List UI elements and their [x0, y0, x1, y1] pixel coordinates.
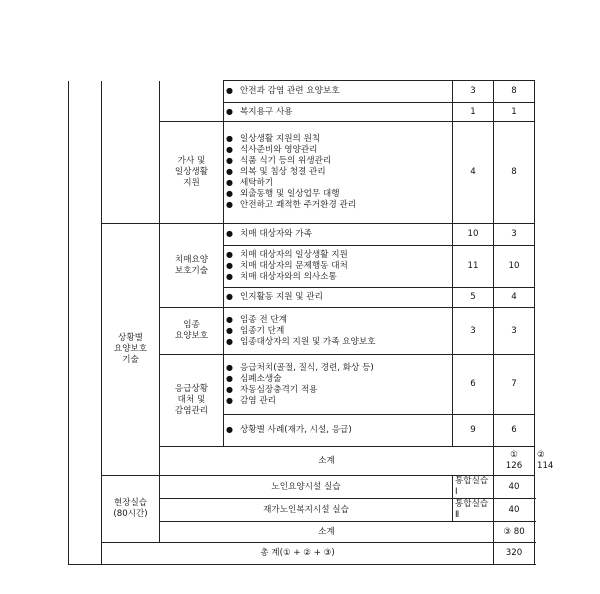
- hours-cell: 10: [494, 246, 535, 288]
- hours-cell: 4: [453, 122, 494, 224]
- list-item: ● 임종 전 단계: [226, 315, 450, 326]
- item-cell: [224, 308, 453, 355]
- item-cell: [224, 246, 453, 288]
- hours-cell: 10: [453, 224, 494, 246]
- list-item: ● 상황별 사례(재가, 시설, 응급): [226, 425, 450, 436]
- list-item: ● 응급처치(골절, 질식, 경련, 화상 등): [226, 363, 450, 374]
- hours-cell: 3: [494, 308, 535, 355]
- grand-total-label: 총 계(① + ② + ③): [102, 543, 494, 565]
- item-cell: [224, 122, 453, 224]
- subcategory-end-of-life-care: 임종 요양보호: [160, 308, 224, 355]
- hours-cell: 11: [453, 246, 494, 288]
- list-item: ● 치매 대상자와 가족: [226, 229, 450, 240]
- field-subtotal-label: 소계: [160, 522, 494, 543]
- item-cell: [224, 288, 453, 308]
- subcategory-emergency-infection: 응급상황 대처 및 감염관리: [160, 355, 224, 447]
- upper-section-cell: [102, 81, 160, 224]
- practice-hours: 40: [494, 499, 535, 522]
- list-item: ● 일상생활 지원의 원칙: [226, 134, 450, 145]
- hours-cell: 3: [453, 308, 494, 355]
- hours-cell: 6: [494, 415, 535, 447]
- item-cell: [224, 415, 453, 447]
- list-item: ● 식사준비와 영양관리: [226, 145, 450, 156]
- item-cell: [224, 81, 453, 103]
- grand-total-value: 320: [494, 543, 535, 565]
- section-situational-care: 상황별 요양보호 기술: [102, 224, 160, 476]
- subtotal-label: 소계: [160, 447, 494, 476]
- practice-name: 통합실습 Ⅱ: [453, 499, 494, 522]
- item-cell: [224, 224, 453, 246]
- list-item: ● 임종대상자의 지원 및 가족 요양보호: [226, 337, 450, 348]
- hours-cell: 5: [453, 288, 494, 308]
- practice-hours: 40: [494, 476, 535, 499]
- hours-cell: 9: [453, 415, 494, 447]
- list-item: ● 자동심장충격기 적용: [226, 385, 450, 396]
- hours-cell: 7: [494, 355, 535, 415]
- subcategory-dementia-care: 치매요양 보호기술: [160, 224, 224, 308]
- hours-cell: 8: [494, 122, 535, 224]
- hours-cell: 1: [453, 103, 494, 122]
- list-item: ● 복지용구 사용: [226, 107, 450, 118]
- list-item: ● 식품 식기 등의 위생관리: [226, 156, 450, 167]
- hours-cell: 6: [453, 355, 494, 415]
- field-subtotal-value: ③ 80: [494, 522, 535, 543]
- curriculum-table: ● 안전과 감염 관련 요양보호 3 8 ● 복지용구 사용 1 1 가사 및 일상생활 지원 ● 일상생활 지원의 원칙 ● 식사준비와 영양관리 ● 식품 식기 등의 위생관리 ● 의복 및 침상 청결 관리 ● 세탁하기 ● 외출동행 및 일상업무 대행 ● 안전하고 쾌적한 주거환경 관리 4 8 상황별 요양보호 기술 치매요양 보호기술 ● 치매 대상자와 가족 10 3 ● 치매 대상자의 일상생활 지원 ● 치매 대상자의 문제행동 대처 ● 치매 대상자와의 의사소통 11 10 ● 인지활동 지원 및 관리 5 4 임종 요양보호 ● 임종 전 단계 ● 임종기 단계 ● 임종대상자의 지원 및 가족 요양보호 3 3 응급상황 대처 및 감염관리 ● 응급처치(골절, 질식, 경련, 화상 등) ● 심폐소생술 ● 자동심장충격기 적용 ● 감염 관리 6 7 ● 상황별 사례(재가, 시설, 응급) 9 6 소계 ① 126 ② 114 현장실습 (80시간) 노인요양시설 실습 통합실습 Ⅰ 40 재가노인복지시설 실습 통합실습 Ⅱ 40 소계 ③ 80 총 계(① + ② + ③) 320: [68, 80, 535, 565]
- practice-place: 노인요양시설 실습: [160, 476, 453, 499]
- outer-category-cell: [69, 81, 102, 565]
- list-item: ● 감염 관리: [226, 396, 450, 407]
- list-item: ● 세탁하기: [226, 178, 450, 189]
- list-item: ● 임종기 단계: [226, 326, 450, 337]
- list-item: ● 안전과 감염 관련 요양보호: [226, 86, 450, 97]
- practice-place: 재가노인복지시설 실습: [160, 499, 453, 522]
- hours-cell: 3: [494, 224, 535, 246]
- list-item: ● 치매 대상자의 일상생활 지원: [226, 250, 450, 261]
- item-cell: [224, 355, 453, 415]
- subtotal-value-1: ① 126: [494, 447, 535, 476]
- list-item: ● 의복 및 침상 청결 관리: [226, 167, 450, 178]
- list-item: ● 치매 대상자와의 의사소통: [226, 272, 450, 283]
- field-practice-label: 현장실습 (80시간): [102, 476, 160, 543]
- list-item: ● 인지활동 지원 및 관리: [226, 292, 450, 303]
- hours-cell: 1: [494, 103, 535, 122]
- list-item: ● 심폐소생술: [226, 374, 450, 385]
- list-item: ● 안전하고 쾌적한 주거환경 관리: [226, 200, 450, 211]
- practice-name: 통합실습 Ⅰ: [453, 476, 494, 499]
- upper-subcategory-cell: [160, 81, 224, 122]
- list-item: ● 치매 대상자의 문제행동 대처: [226, 261, 450, 272]
- hours-cell: 3: [453, 81, 494, 103]
- hours-cell: 8: [494, 81, 535, 103]
- list-item: ● 외출동행 및 일상업무 대행: [226, 189, 450, 200]
- subcategory-household-support: 가사 및 일상생활 지원: [160, 122, 224, 224]
- item-cell: [224, 103, 453, 122]
- hours-cell: 4: [494, 288, 535, 308]
